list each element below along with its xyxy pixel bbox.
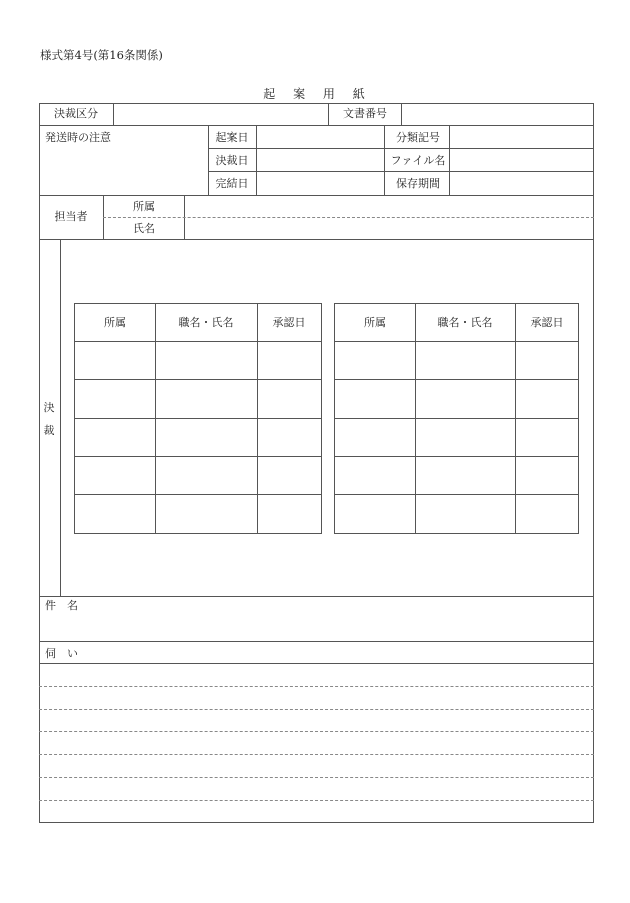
decision-type-field[interactable]: [114, 104, 327, 124]
subject-field[interactable]: [40, 614, 593, 640]
classification-code-label: 分類記号: [396, 131, 440, 144]
page-title: 起 案 用 紙: [263, 87, 369, 101]
completion-date-field[interactable]: [257, 172, 383, 194]
doc-number-label: 文書番号: [343, 107, 387, 120]
department-field[interactable]: [185, 196, 593, 216]
form-number: 様式第4号(第16条関係): [40, 48, 163, 62]
retention-period-field[interactable]: [450, 172, 593, 194]
draft-date-field[interactable]: [257, 126, 383, 147]
decision-type-label: 決裁区分: [54, 107, 98, 120]
file-name-field[interactable]: [450, 149, 593, 170]
left-header-title-name: 職名・氏名: [178, 316, 234, 329]
doc-number-field[interactable]: [402, 104, 593, 124]
draft-date-label: 起案日: [215, 131, 249, 144]
right-header-title-name: 職名・氏名: [437, 316, 493, 329]
inquiry-field[interactable]: [40, 664, 593, 822]
left-header-approval-date: 承認日: [272, 316, 306, 329]
notes-label: 発送時の注意: [45, 131, 111, 144]
right-header-department: 所属: [364, 316, 386, 329]
completion-date-label: 完結日: [215, 177, 249, 190]
approval-side-label-1: 決: [43, 401, 55, 414]
left-header-department: 所属: [104, 316, 126, 329]
name-field[interactable]: [185, 218, 593, 238]
retention-period-label: 保存期間: [396, 177, 440, 190]
subject-label: 件 名: [45, 599, 78, 612]
department-label: 所属: [133, 200, 155, 213]
inquiry-label: 伺 い: [45, 647, 78, 660]
person-in-charge-label: 担当者: [54, 210, 88, 223]
approval-side-label-2: 裁: [43, 424, 55, 437]
decision-date-label: 決裁日: [215, 154, 249, 167]
name-label: 氏名: [133, 222, 155, 235]
classification-code-field[interactable]: [450, 126, 593, 147]
right-header-approval-date: 承認日: [530, 316, 564, 329]
file-name-label: ファイル名: [390, 154, 446, 167]
decision-date-field[interactable]: [257, 149, 383, 170]
